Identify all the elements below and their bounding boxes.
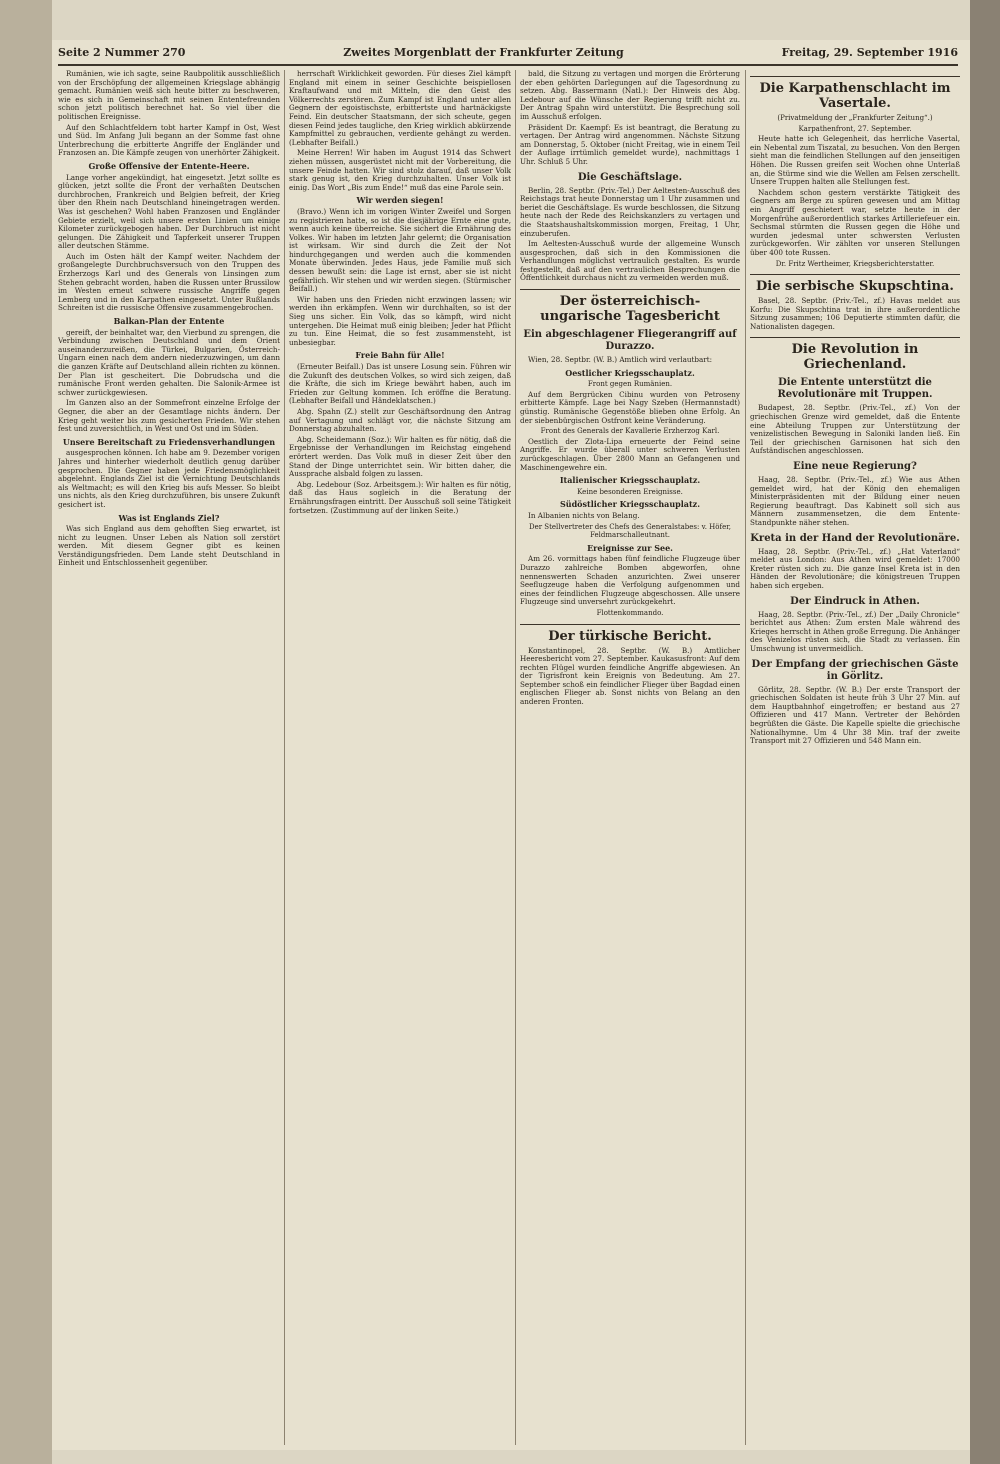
paragraph: Meine Herren! Wir haben im August 1914 das Schwert ziehen müssen, ausgerüstet nicht mit der Vorbereitung, die unsere Feinde hatten. Wir sind stolz darauf, daß unser Volk stark genug ist, den Krieg durchzuhalten. Unser Volk ist einig. Das Wort „Bis zum Ende!“ muß das eine Parole sein. [289, 148, 511, 192]
paragraph: In Albanien nichts von Belang. [528, 510, 640, 520]
page-number: Seite 2 Nummer 270 [58, 46, 186, 59]
paragraph: Berlin, 28. Septbr. (Priv.-Tel.) Der Aeltesten-Ausschuß des Reichstags trat heute Donnerstag um 1 Uhr zusammen und beriet die Geschäftslage. Es wurde beschlossen, die Sitzung heute nach der Rede des Reichskanzlers zu vertagen und die Staatshaushaltskommission morgen, Freitag, 1 Uhr, einzuberufen. [520, 185, 740, 238]
paragraph: ausgesprochen können. Ich habe am 9. Dezember vorigen Jahres und hinterher wiederholt deutlich genug darüber gesprochen. Die Gegner haben jede Friedensmöglichkeit abgelehnt. Englands Ziel ist die Vernichtung Deutschlands als Weltmacht; es will den Krieg bis aufs Messer. So bleibt uns nichts, als den Krieg durchzuführen, bis unsere Zukunft gesichert ist. [58, 448, 280, 509]
column-separator [515, 70, 516, 1445]
signature: Der Stellvertreter des Chefs des Generalstabes: v. Höfer, Feldmarschalleutnant. [528, 522, 732, 540]
subheading: Freie Bahn für Alle! [355, 350, 445, 361]
article-headline: Die Revolution in Griechenland. [750, 337, 960, 372]
paragraph: Auch im Osten hält der Kampf weiter. Nachdem der großangelegte Durchbruchsversuch von den Truppen des Erzherzogs Karl und des Generals von Linsingen zum Stehen gebracht worden, haben die Russen unter Brussilow im Westen erneut schwere russische Angriffe gegen Lemberg und in den Karpathen eingesetzt. Unter Rußlands Schreiten ist die russische Offensive zusammengebrochen. [58, 251, 280, 313]
subheading: Große Offensive der Entente-Heere. [88, 160, 250, 171]
article-headline: Die serbische Skupschtina. [750, 274, 960, 294]
paragraph: Haag, 28. Septbr. (Priv.-Tel., zf.) „Hat Vaterland“ meldet aus London: Aus Athen wird gemeldet: 17000 Kreter rüsten sich zu. Die ganze Insel Kreta ist in den Händen der Revolutionäre; die königstreuen Truppen haben sich ergeben. [750, 546, 960, 590]
newspaper-title: Zweites Morgenblatt der Frankfurter Zeitung [343, 46, 624, 59]
column-separator [284, 70, 285, 1445]
paragraph: gereift, der beinhaltet war, den Vierbund zu sprengen, die Verbindung zwischen Deutschland und dem Orient auseinanderzureißen, die Türkei, Bulgarien, Österreich-Ungarn einen nach dem andern niederzuzwingen, um dann die ganzen Kräfte auf Deutschland allein richten zu können. Der Plan ist gescheitert. Die Dobrudscha und die rumänische Front werden gehalten. Die Salonik-Armee ist schwer zurückgewiesen. [58, 327, 280, 397]
subheading: Kreta in der Hand der Revolutionäre. [750, 532, 960, 544]
masthead [58, 46, 958, 62]
paragraph: Auf dem Bergrücken Cibinu wurden von Petroseny erbitterte Kämpfe. Lage bei Nagy Szeben (Hermannstadt) günstig. Rumänische Gegenstöße blieben ohne Erfolg. An der siebenbürgischen Ostfront keine Veränderung. [520, 389, 740, 425]
subheading: Der Empfang der griechischen Gäste in Görlitz. [751, 658, 959, 682]
paragraph: bald, die Sitzung zu vertagen und morgen die Erörterung der eben gehörten Darlegungen auf die Tagesordnung zu setzen. Abg. Bassermann (Natl.): Der Hinweis des Abg. Ledebour auf die Wünsche der Regierung trifft nicht zu. Der Antrag Spahn wird unterstützt. Die Besprechung soll im Ausschuß erfolgen. [520, 70, 740, 121]
dateline: Wien, 28. Septbr. (W. B.) Amtlich wird verlautbart: [528, 355, 713, 365]
paragraph: Abg. Spahn (Z.) stellt zur Geschäftsordnung den Antrag auf Vertagung und schlägt vor, die nächste Sitzung am Donnerstag abzuhalten. [289, 406, 511, 434]
article-subheadline: Ein abgeschlagener Fliegerangriff auf Durazzo. [523, 329, 737, 353]
subheading: Unsere Bereitschaft zu Friedensverhandlungen [62, 436, 276, 447]
section-heading: Oestlicher Kriegsschauplatz. [565, 367, 695, 378]
paragraph: Haag, 28. Septbr. (Priv.-Tel., zf.) Der „Daily Chronicle“ berichtet aus Athen: Zum ersten Male während des Krieges herrscht in Athen große Erregung. Die Anhänger des Venizelos rüsten sich, die Stadt zu verlassen. Ein Umschwung ist unvermeidlich. [750, 609, 960, 653]
article-headline: Die Geschäftslage. [577, 171, 683, 183]
paragraph: Was sich England aus dem gehofften Sieg erwartet, ist nicht zu leugnen. Unser Leben als Nation soll zerstört werden. Mit diesem Gegner gibt es keinen Verständigungsfrieden. Dem Lande steht Deutschland in Einheit und Entschlossenheit gegenüber. [58, 524, 280, 568]
issue-date: Freitag, 29. September 1916 [781, 46, 958, 59]
column-separator [745, 70, 746, 1445]
section-heading: Italienischer Kriegsschauplatz. [559, 475, 701, 486]
paragraph: Im Aeltesten-Ausschuß wurde der allgemeine Wunsch ausgesprochen, daß sich in den Kommissionen die Verhandlungen möglichst vertraulich gestalten. Es wurde festgestellt, daß auf den vertraulichen Besprechungen die Öffentlichkeit durchaus nicht zu vermeiden werden muß. [520, 239, 740, 283]
page-shadow-left [0, 0, 52, 1464]
paragraph: Heute hatte ich Gelegenheit, das herrliche Vasertal, ein Nebental zum Tiszatal, zu besuchen. Von den Bergen sieht man die feindlichen Stellungen auf den jenseitigen Höhen. Die Russen greifen seit Wochen ohne Unterlaß an, die Stürme sind wie die Wellen am Felsen zerschellt. Unsere Truppen halten alle Stellungen fest. [750, 134, 960, 187]
paragraph: Konstantinopel, 28. Septbr. (W. B.) Amtlicher Heeresbericht vom 27. September. Kaukasusfront: Auf dem rechten Flügel wurden feindliche Angriffe abgewiesen. An der Tigrisfront kein Ereignis von Bedeutung. Am 27. September schoß ein feindlicher Flieger über Bagdad einen englischen Flieger ab. Sonst nichts von Belang an den anderen Fronten. [520, 645, 740, 707]
section-heading: Südöstlicher Kriegsschauplatz. [559, 499, 700, 510]
section-subheading: Keine besonderen Ereignisse. [577, 487, 683, 496]
paragraph: herrschaft Wirklichkeit geworden. Für dieses Ziel kämpft England mit einem in seiner Geschichte beispiellosen Kraftaufwand und mit Mitteln, die den Geist des Völkerrechts zerstören. Zum Kampf ist England unter allen Gegnern der egoistischste, erbittertste und hartnäckigste Feind. Ein deutscher Staatsmann, der sich scheute, gegen diesen Feind jedes taugliche, den Krieg wirklich abkürzende Kampfmittel zu gebrauchen, verdiente gehängt zu werden. (Lebhafter Beifall.) [289, 70, 511, 147]
column-1 [58, 70, 280, 1445]
masthead-rule [58, 64, 958, 66]
paragraph: Nachdem schon gestern verstärkte Tätigkeit des Gegners am Berge zu spüren gewesen und am Mittag ein Angriff geschietert war, setzte heute in der Morgenfrühe außerordentlich starkes Artilleriefeuer ein. Sechsmal stürmten die Russen gegen die Höhe und wurden jedesmal unter schwersten Verlusten zurückgeworfen. Wir zählten vor unseren Stellungen über 400 tote Russen. [750, 187, 960, 257]
article-headline: Der österreichisch-ungarische Tagesbericht [520, 289, 740, 324]
subheading: Balkan-Plan der Entente [113, 316, 225, 327]
paragraph: Görlitz, 28. Septbr. (W. B.) Der erste Transport der griechischen Soldaten ist heute früh 3 Uhr 27 Min. auf dem Hauptbahnhof eingetroffen; er bestand aus 27 Offizieren und 417 Mann. Vertreter der Behörden begrüßten die Gäste. Die Kapelle spielte die griechische Nationalhymne. Um 4 Uhr 38 Min. traf der zweite Transport mit 27 Offizieren und 548 Mann ein. [750, 684, 960, 746]
section-subheading: Front des Generals der Kavallerie Erzherzog Karl. [540, 427, 720, 436]
paragraph: Lange vorher angekündigt, hat eingesetzt. Jetzt sollte es glücken, jetzt sollte die Front der verhaßten Deutschen durchbrochen, Frankreich und Belgien befreit, der Krieg über den Rhein nach Deutschland hineingetragen werden. Was ist geschehen? Wohl haben Franzosen und Engländer Gebiete erzielt, weil sich unsere ersten Linien um einige Kilometer zurückgebogen haben. Der Durchbruch ist nicht gelungen. Die Zähigkeit und Tapferkeit unserer Truppen aller deutschen Stämme. [58, 172, 280, 251]
paragraph: Auf den Schlachtfeldern tobt harter Kampf in Ost, West und Süd. Im Anfang Juli begann an der Somme fast ohne Unterbrechung die erbitterte Angriffe der Engländer und Franzosen an. Die Kämpfe zeugen von unerhörter Zähigkeit. [58, 122, 280, 158]
paragraph: Wir haben uns den Frieden nicht erzwingen lassen; wir werden ihn erkämpfen. Wenn wir durchhalten, so ist der Sieg uns sicher. Ein Volk, das so kämpft, wird nicht untergehen. Die Heimat muß einig bleiben; Jeder hat Pflicht zu tun. Eine Heimat, die so fest zusammensteht, ist unbesiegbar. [289, 294, 511, 347]
subheading: Eine neue Regierung? [793, 461, 917, 473]
paragraph: Basel, 28. Septbr. (Priv.-Tel., zf.) Havas meldet aus Korfu: Die Skupschtina trat in ihre außerordentliche Sitzung zusammen; 106 Deputierte stimmten dafür, die Nationalisten dagegen. [750, 296, 960, 331]
article-headline: Der türkische Bericht. [520, 624, 740, 644]
signature: Flottenkommando. [596, 608, 664, 617]
section-heading: Ereignisse zur See. [587, 542, 673, 553]
paragraph: Abg. Scheidemann (Soz.): Wir halten es für nötig, daß die Ergebnisse der Verhandlungen im Reichstag eingehend erörtert werden. Das Volk muß in dieser Zeit über den Stand der Dinge unterrichtet sein. Wir bitten daher, die Aussprache alsbald folgen zu lassen. [289, 434, 511, 479]
paragraph: Oestlich der Zlota-Lipa erneuerte der Feind seine Angriffe. Er wurde überall unter schweren Verlusten zurückgeschlagen. Über 2800 Mann an Gefangenen und Maschinengewehre ein. [520, 436, 740, 472]
paragraph: Im Ganzen also an der Sommefront einzelne Erfolge der Gegner, die aber an der Gesamtlage nichts ändern. Der Krieg geht weiter bis zum gesicherten Frieden. Wir stehen fest und zuversichtlich, in West und Ost und im Süden. [58, 398, 280, 434]
column-3 [520, 70, 740, 1445]
subheading: Was ist Englands Ziel? [118, 512, 220, 523]
paragraph: (Erneuter Beifall.) Das ist unsere Losung sein. Führen wir die Zukunft des deutschen Volkes, so wird sich zeigen, daß die Kräfte, die sich im Kriege bewährt haben, auch im Frieden zur Geltung kommen. Ich eröffne die Beratung. (Lebhafter Beifall und Händeklatschen.) [289, 362, 511, 406]
column-4 [750, 70, 960, 1445]
paragraph: Haag, 28. Septbr. (Priv.-Tel., zf.) Wie aus Athen gemeldet wird, hat der König den ehemaligen Ministerpräsidenten mit der Bildung einer neuen Regierung beauftragt. Das Kabinett soll sich aus Männern zusammensetzen, die dem Entente-Standpunkte näher stehen. [750, 475, 960, 527]
article-subheadline: Die Entente unterstützt die Revolutionäre mit Truppen. [777, 377, 933, 401]
scanner-edge-right [970, 0, 1000, 1464]
section-subheading: Front gegen Rumänien. [587, 380, 673, 389]
column-2 [289, 70, 511, 1445]
signature: Dr. Fritz Wertheimer, Kriegsberichterstatter. [775, 259, 935, 268]
subheading: Wir werden siegen! [356, 195, 444, 206]
article-source: (Privatmeldung der „Frankfurter Zeitung“.) [777, 114, 933, 122]
subheading: Der Eindruck in Athen. [790, 595, 920, 607]
paragraph: Budapest, 28. Septbr. (Priv.-Tel., zf.) Von der griechischen Grenze wird gemeldet, daß die Entente eine Abteilung Truppen zur Unterstützung der venizelistischen Bewegung in Saloniki landen ließ. Ein Teil der griechischen Garnisonen hat sich den Aufständischen angeschlossen. [750, 403, 960, 456]
paragraph: Präsident Dr. Kaempf: Es ist beantragt, die Beratung zu vertagen. Der Antrag wird angenommen. Nächste Sitzung am Donnerstag, 5. Oktober (nicht Freitag, wie in einem Teil der Auflage irrtümlich gemeldet wurde), nachmittags 1 Uhr. Schluß 5 Uhr. [520, 122, 740, 166]
paragraph: Rumänien, wie ich sagte, seine Raubpolitik ausschließlich von der Erschöpfung der allgemeinen Kriegslage abhängig gemacht. Rumänien weiß sich heute bitter zu beschweren, wie es sich in Gemeinschaft mit seinen Ententefreunden schon jetzt politisch berechnet hat. So viel über die politischen Ereignisse. [58, 70, 280, 121]
article-headline: Die Karpathenschlacht im Vasertale. [750, 76, 960, 111]
paragraph: Abg. Ledebour (Soz. Arbeitsgem.): Wir halten es für nötig, daß das Haus sogleich in die Beratung der Ernährungsfragen eintritt. Der Ausschuß soll seine Tätigkeit fortsetzen. (Zustimmung auf der linken Seite.) [289, 479, 511, 515]
dateline: Karpathenfront, 27. September. [798, 124, 912, 133]
paragraph: (Bravo.) Wenn ich im vorigen Winter Zweifel und Sorgen zu registrieren hatte, so ist die diesjährige Ernte eine gute, wenn auch keine überreiche. Sie sichert die Ernährung des Volkes. Wir haben im letzten Jahr gelernt; die Organisation ist wirksam. Wir sind durch die Zeit der Not hindurchgegangen und werden auch die kommenden Monate überwinden. Jedes Haus, jede Familie muß sich dessen bewußt sein: die Lage ist ernst, aber sie ist nicht gefährlich. Wir stehen und wir werden siegen. (Stürmischer Beifall.) [289, 206, 511, 294]
paragraph: Am 26. vormittags haben fünf feindliche Flugzeuge über Durazzo zahlreiche Bomben abgeworfen, ohne nennenswerten Schaden anzurichten. Zwei unserer Seeflugzeuge haben die Verfolgung aufgenommen und eines der feindlichen Flugzeuge abgeschossen. Alle unsere Flugzeuge sind unversehrt zurückgekehrt. [520, 554, 740, 607]
